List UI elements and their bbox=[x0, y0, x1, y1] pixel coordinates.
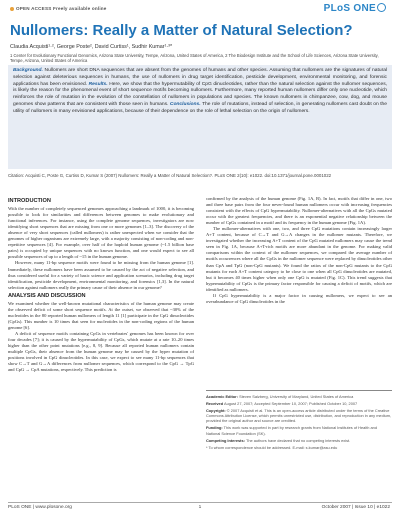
funding-statement: Funding: This work was supported in part by research grants from National Institutes of Health and National Science Foundation (SK). bbox=[206, 425, 377, 436]
body-column-left bbox=[8, 196, 194, 373]
citation-line: Citation: Acquisti C, Poste G, Curtiss D, Kumar S (2007) Nullomers: Really a Matter of Natural Selection?. PLoS ONE 2(10): e1022. doi:10.1371/journal.pone.0001022 bbox=[8, 173, 332, 178]
paragraph: confirmed by the analysis of the human genome (Fig. 1A, B). In fact, motifs that differ in one, two and three base pairs from the four never-found human nullomers occur with increasing frequencies consistent with the effects of CpG hypermutability. Nullomer-alternatives with all the CpGs mutated occur with the greatest frequencies, and there is an exponential negative relationship between the number of CpGs contained in a motif and its frequency in the human genome (Fig. 1A). bbox=[206, 196, 392, 226]
abstract-box bbox=[8, 65, 392, 169]
publication-dates: Received August 27, 2007; Accepted September 10, 2007; Published October 10, 2007 bbox=[206, 401, 358, 407]
open-access-lock-icon bbox=[10, 7, 14, 11]
abstract-results: Here, we show that the hypermutability of CpG dinucleotides, rather than the natural selection against the nullomer sequences, is likely the reason for the phenomenal event of short sequence motifs becoming nullomers. Furthermore, many reported human nullomers differ only one nucleotide, which reinforces the role of mutation in the evolution of the constellation of nullomers in populations and species. The known nullomers in chimpanzee, cow, dog, and mouse genomes show patterns that are consistent with those seen in humans. bbox=[13, 81, 388, 107]
open-access-label: OPEN ACCESS Freely available online bbox=[16, 6, 107, 11]
journal-logo bbox=[324, 3, 386, 14]
paragraph: A deficit of sequence motifs containing CpGs in vertebrates' genomes has been known for over four decades [7]; it is caused by the hypermutability of CpGs, which mutate at a rate 10–20 times higher than the other point mutations [e.g., 8, 9]. Because all reported human nullomers contain multiple CpGs, their absence from the human genome may be caused by the hyper mutation of positions involved in CpG dinucleotides. In this case, we expect to see many 11-bp sequences that show C→T and G→A differences from nullomer sequences, which correspond to the CpG → TpG and CpG → CpA mutations, respectively. This prediction is bbox=[8, 330, 194, 373]
paragraph: However, many 11-bp sequence motifs were found to be missing from the human genome [1]. Immediately, these nullomers have been assumed to be caused by the act of negative selection, and thus considered useful for a variety of basic science and application scenarios, including drug target identification, pesticide development, environmental monitoring, and forensics [1,3]. In the natural selection against nullomers really the primary cause of their absence in our genome? bbox=[8, 260, 194, 290]
footer-issue: October 2007 | Issue 10 | e1022 bbox=[321, 505, 390, 510]
copyright-notice: Copyright: © 2007 Acquisti et al. This is an open-access article distributed under the terms of the Creative Commons Attribution License, which permits unrestricted use, distribution, and reproduction in any medium, provided the original author and source are credited. bbox=[206, 408, 392, 424]
article-metadata bbox=[206, 390, 392, 452]
author-affiliations: 1 Center for Evolutionary Functional Genomics, Arizona State University, Tempe, Arizona, United States of America, 2 The Biodesign Institute and the School of Life Sciences, Arizona State University, Tempe, Arizona, United States of America bbox=[10, 53, 379, 64]
abstract-background: Nullomers are short DNA sequences that are absent from the genomes of humans and other species. Assuming that nullomers are the signatures of natural selection against deleterious sequences in humans, the use of nullomers in drug target identification, pesticide development, environmental monitoring, and forensic applications has been envisioned. bbox=[13, 68, 388, 87]
page-number: 1 bbox=[198, 505, 202, 510]
section-heading-introduction: INTRODUCTION bbox=[8, 198, 51, 204]
abstract-text bbox=[13, 68, 387, 116]
body-column-right bbox=[206, 196, 392, 305]
correspondence: * To whom correspondence should be addressed. E-mail: s.kumar@asu.edu bbox=[206, 444, 338, 450]
academic-editor: Academic Editor: Steven Salzberg, University of Maryland, United States of America bbox=[206, 394, 354, 399]
paragraph: We examined whether the well-known mutational characteristics of the human genome may create the observed deficit of some short sequence motifs. At the outset, we observed that ~30% of the nucleotides in the 80 reported human nullomers of length 11 [1] participate in the CpG dinucleotides (CpGs). This number is 10 times that seen for nucleotides in the non-coding regions of the human genome [6]. bbox=[8, 300, 194, 330]
plos-logo-circle-icon bbox=[377, 3, 386, 12]
footer-divider bbox=[8, 502, 392, 503]
paragraph: With the number of completely sequenced genomes approaching a landmark of 1000, it is becoming possible to look for similarities and differences between genomes to make evolutionary and functional inferences. For instance, using the complete genome sequences, investigators are now identifying short sequences that are missing from one or more genomes [1–3]. The discovery of the absence of very short sequences (called nullomers) is rather unexpected when we consider that the genomes of higher organisms are extremely large, with a majority consisting of non-coding and non-repetitive sequences [4]. For example, over half of the haploid human genome (~1.5 billion base pairs) is occupied by unique sequences with no known function, and one would expect to see all possible sequences of up to a length of ~15 in the human genome. bbox=[8, 206, 194, 260]
footer-journal-link[interactable]: PLoS ONE | www.plosone.org bbox=[8, 505, 72, 510]
abstract-background-label: Background. bbox=[13, 68, 43, 73]
section-heading-analysis: ANALYSIS AND DISCUSSION bbox=[8, 292, 86, 299]
journal-header bbox=[0, 0, 400, 14]
paragraph: If CpG hypermutability is a major factor in causing nullomers, we expect to see an overabundance of CpG dinucleotides in the bbox=[206, 292, 392, 304]
article-title: Nullomers: Really a Matter of Natural Selection? bbox=[10, 22, 353, 39]
page-footer bbox=[0, 502, 400, 514]
competing-interests: Competing Interests: The authors have declared that no competing interests exist. bbox=[206, 437, 351, 443]
journal-logo-text: PLoS ONE bbox=[323, 3, 376, 14]
author-list: Claudia Acquisti¹·², George Poste², David Curtiss¹, Sudhir Kumar¹·³* bbox=[10, 44, 173, 50]
open-access-badge bbox=[10, 6, 107, 11]
paragraph: The nullomer-alternatives with one, two, and three CpG mutations contain increasingly larger A+T content, because of C→T and G→A changes in the nullomer mutants. Therefore, we investigated whether the increasing A+T content of the CpG mutated nullomers may cause the trend seen in Fig. 1A, because A+T-rich motifs are more abundant in the genome. For making valid comparisons within the context of the nullomer sequences, we compared the average number of motifs occurrences where all the CpGs in the nullomer sequence were replaced by dinucleotides other than CpA and TpG (non-CpG mutants). We found the ratios of the non-CpG mutants to the CpG mutants for each A+T content category to be close to one when all CpG dinucleotides are mutated, but it becomes 40 times higher when only one CpG is mutated (Fig. 1C). This trend suggests that hypermutability of CpGs is the primary factor responsible for causing a deficit of motifs, which are identified as nullomers. bbox=[206, 226, 392, 292]
abstract-conclusions-label: Conclusions. bbox=[169, 101, 201, 107]
abstract-results-label: Results. bbox=[88, 81, 108, 87]
abstract-conclusions: The role of mutations, instead of selection, in generating nullomers cast doubt on the utility of nullomers in many envisioned applications, because of their dependence on the role of lethal selection on the origin of nullomers. bbox=[13, 101, 388, 114]
